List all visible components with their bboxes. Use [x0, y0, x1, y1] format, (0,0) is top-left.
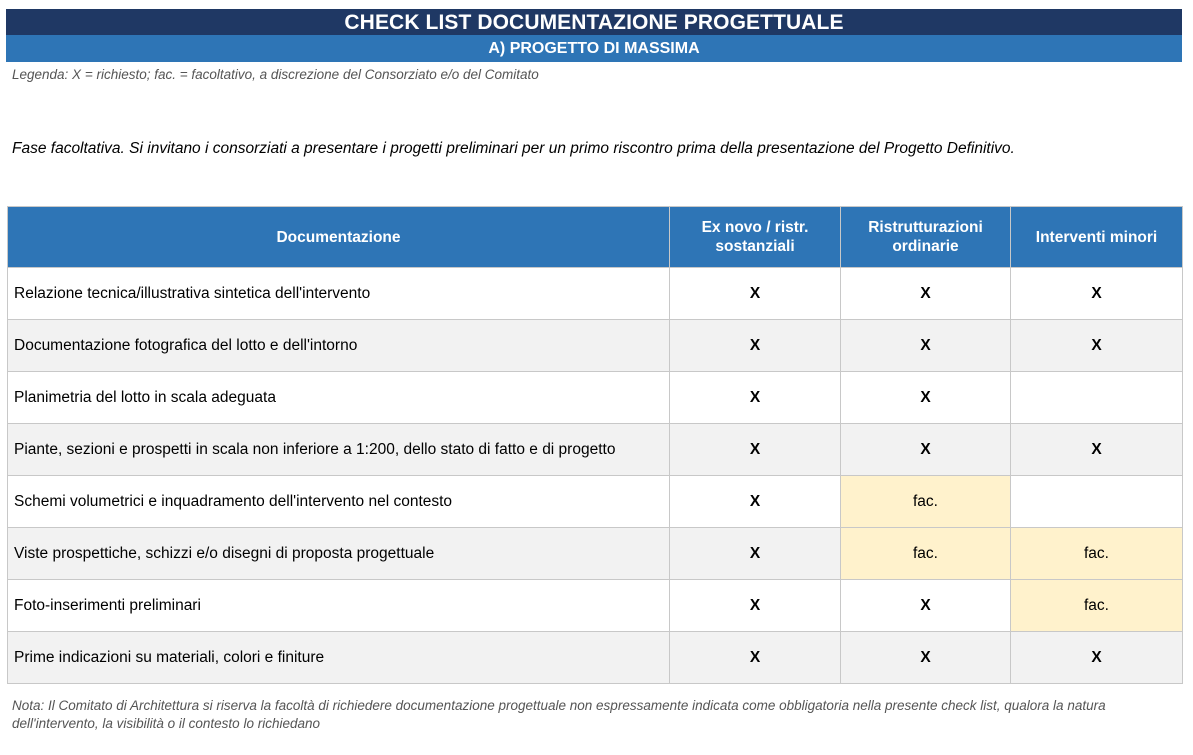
table-row	[8, 580, 1183, 632]
column-header-documentazione: Documentazione	[8, 207, 670, 268]
required-mark: X	[670, 528, 841, 580]
empty-cell	[1011, 372, 1183, 424]
required-mark: X	[1011, 632, 1183, 684]
required-mark: X	[1011, 424, 1183, 476]
documentation-item: Documentazione fotografica del lotto e dell'intorno	[8, 320, 670, 372]
documentation-item: Schemi volumetrici e inquadramento dell'intervento nel contesto	[8, 476, 670, 528]
column-header-ristrutturazioni: Ristrutturazioni ordinarie	[841, 207, 1011, 268]
footer-note: Nota: Il Comitato di Architettura si riserva la facoltà di richiedere documentazione progettuale non espressamente indicata come obbligatoria nella presente check list, qualora la natura dell'intervento, la visibilità o il contesto lo richiedano	[12, 698, 1106, 731]
required-mark: X	[841, 268, 1011, 320]
column-header-ex-novo: Ex novo / ristr. sostanziali	[670, 207, 841, 268]
required-mark: X	[670, 372, 841, 424]
optional-mark: fac.	[841, 476, 1011, 528]
legend-text: Legenda: X = richiesto; fac. = facoltativo, a discrezione del Consorziato e/o del Comitato	[12, 67, 539, 82]
documentation-item: Viste prospettiche, schizzi e/o disegni di proposta progettuale	[8, 528, 670, 580]
empty-cell	[1011, 476, 1183, 528]
required-mark: X	[670, 580, 841, 632]
required-mark: X	[670, 476, 841, 528]
documentation-item: Foto-inserimenti preliminari	[8, 580, 670, 632]
column-header-interventi-minori: Interventi minori	[1011, 207, 1183, 268]
required-mark: X	[670, 632, 841, 684]
required-mark: X	[1011, 320, 1183, 372]
required-mark: X	[670, 268, 841, 320]
table-row	[8, 372, 1183, 424]
required-mark: X	[670, 320, 841, 372]
required-mark: X	[841, 424, 1011, 476]
required-mark: X	[670, 424, 841, 476]
optional-mark: fac.	[1011, 580, 1183, 632]
optional-mark: fac.	[1011, 528, 1183, 580]
table-row	[8, 320, 1183, 372]
required-mark: X	[1011, 268, 1183, 320]
required-mark: X	[841, 320, 1011, 372]
documentation-item: Piante, sezioni e prospetti in scala non inferiore a 1:200, dello stato di fatto e di progetto	[8, 424, 670, 476]
table-row	[8, 476, 1183, 528]
table-header-row	[8, 207, 1183, 268]
documentation-item: Relazione tecnica/illustrativa sintetica dell'intervento	[8, 268, 670, 320]
intro-text: Fase facoltativa. Si invitano i consorziati a presentare i progetti preliminari per un primo riscontro prima della presentazione del Progetto Definitivo.	[12, 140, 1015, 157]
required-mark: X	[841, 580, 1011, 632]
table-body	[8, 268, 1183, 684]
table-row	[8, 424, 1183, 476]
documentation-item: Planimetria del lotto in scala adeguata	[8, 372, 670, 424]
table-row	[8, 632, 1183, 684]
documentation-item: Prime indicazioni su materiali, colori e finiture	[8, 632, 670, 684]
optional-mark: fac.	[841, 528, 1011, 580]
table-row	[8, 268, 1183, 320]
required-mark: X	[841, 372, 1011, 424]
required-mark: X	[841, 632, 1011, 684]
table-row	[8, 528, 1183, 580]
checklist-table	[7, 206, 1183, 684]
section-subtitle: A) PROGETTO DI MASSIMA	[6, 35, 1182, 62]
document-title: CHECK LIST DOCUMENTAZIONE PROGETTUALE	[6, 9, 1182, 35]
